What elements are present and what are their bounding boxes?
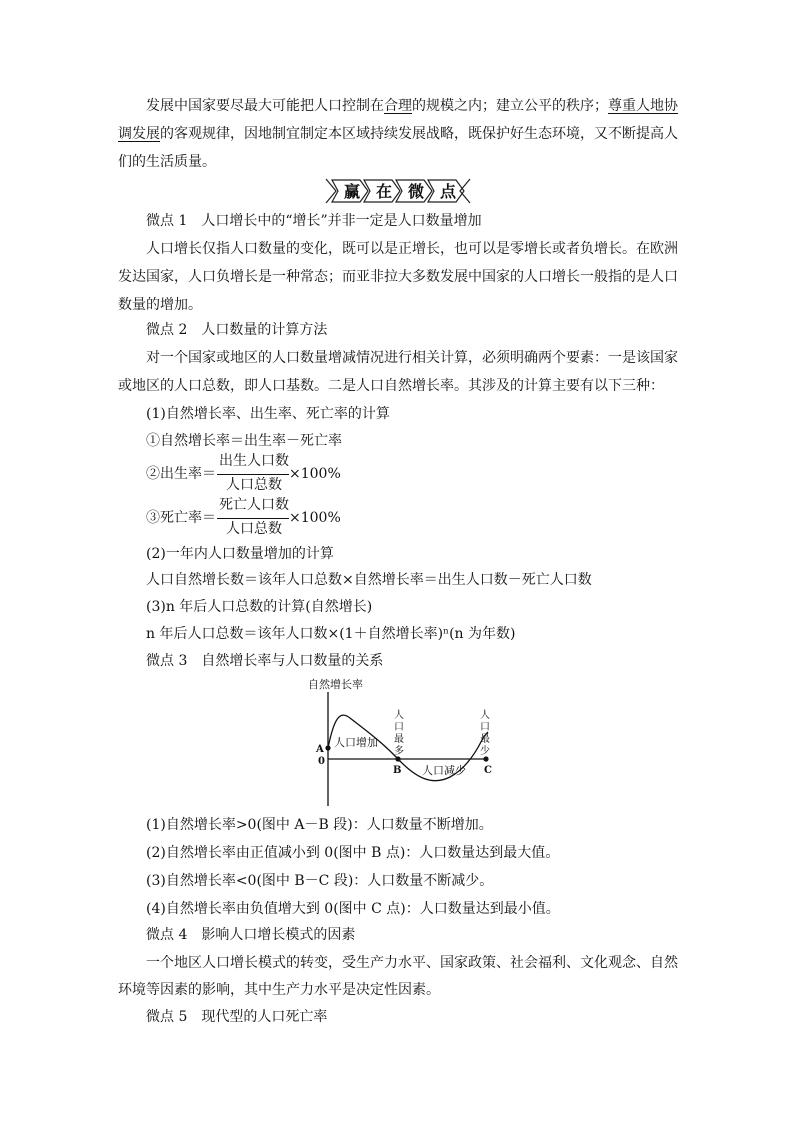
- banner-char: 点: [439, 182, 457, 201]
- formula-label: ③死亡率＝: [146, 510, 216, 526]
- paragraph-line: 或地区的人口总数，即人口基数。二是人口自然增长率。其涉及的计算主要有以下三种：: [118, 378, 664, 394]
- fraction: [217, 496, 293, 540]
- point-a-marker: [325, 745, 330, 750]
- paragraph-line: 数量的增加。: [118, 297, 202, 313]
- min-label-char: 人: [480, 710, 490, 721]
- region-decrease-label: 人口减少: [422, 764, 466, 777]
- fraction-denominator: 人口总数: [226, 521, 282, 537]
- section-title: 微点 5 现代型的人口死亡率: [146, 1009, 328, 1025]
- underlined-term: 尊重人地协: [608, 98, 678, 114]
- paragraph-line: 发达国家，人口负增长是一种常态；而亚非拉大多数发展中国家的人口增长一般指的是人口: [118, 269, 678, 285]
- fraction: [217, 452, 293, 496]
- formula: ①自然增长率＝出生率－死亡率: [146, 433, 342, 449]
- intro-line-3: 们的生活质量。: [118, 154, 216, 170]
- fraction-bar: [217, 474, 289, 475]
- region-increase-label: 人口增加: [334, 736, 378, 749]
- formula-tail: ×100%: [289, 466, 341, 482]
- paragraph-line: 对一个国家或地区的人口数量增减情况进行相关计算，必须明确两个要素：一是该国家: [146, 350, 678, 366]
- point-c-marker: [483, 756, 488, 761]
- paragraph-line: 一个地区人口增长模式的转变，受生产力水平、国家政策、社会福利、文化观念、自然: [146, 955, 678, 971]
- subsection-title: (3)n 年后人口总数的计算(自然增长): [146, 599, 373, 615]
- max-label-char: 多: [394, 746, 404, 757]
- section-title: 微点 2 人口数量的计算方法: [146, 322, 328, 338]
- intro-line-1: [146, 96, 678, 116]
- formula-tail: ×100%: [289, 510, 341, 526]
- result-line: (3)自然增长率<0(图中 B－C 段)：人口数量不断减少。: [146, 873, 494, 889]
- max-label-char: 最: [394, 734, 404, 745]
- intro-text: 的客观规律，因地制宜制定本区域持续发展战略，既保护好生态环境，又不断提高人: [160, 126, 678, 142]
- section-title: 微点 1 人口增长中的“增长”并非一定是人口数量增加: [146, 213, 482, 229]
- point-c-label: C: [484, 765, 492, 776]
- min-label-char: 少: [480, 746, 490, 757]
- paragraph-line: 人口增长仅指人口数量的变化，既可以是正增长，也可以是零增长或者负增长。在欧洲: [146, 241, 678, 257]
- subsection-title: (1)自然增长率、出生率、死亡率的计算: [146, 406, 390, 422]
- max-label-char: 口: [394, 722, 404, 733]
- underlined-term: 调发展: [118, 126, 160, 142]
- banner-char: 赢: [343, 182, 361, 201]
- origin-label: 0: [318, 756, 325, 767]
- result-line: (4)自然增长率由负值增大到 0(图中 C 点)：人口数量达到最小值。: [146, 901, 560, 917]
- section-title: 微点 4 影响人口增长模式的因素: [146, 927, 356, 943]
- intro-text: 的规模之内；建立公平的秩序；: [412, 98, 608, 114]
- y-axis-label: 自然增长率: [308, 678, 363, 691]
- result-line: (1)自然增长率>0(图中 A－B 段)：人口数量不断增加。: [146, 817, 493, 833]
- formula: n 年后人口总数＝该年人口数×(1＋自然增长率)ⁿ(n 为年数): [146, 626, 516, 642]
- section-title: 微点 3 自然增长率与人口数量的关系: [146, 653, 384, 669]
- min-label-char: 最: [480, 734, 490, 745]
- banner-char: 在: [375, 182, 393, 201]
- fraction-bar: [217, 518, 289, 519]
- banner-char: 微: [407, 182, 425, 201]
- formula-label: ②出生率＝: [146, 466, 216, 482]
- point-a-label: A: [316, 744, 324, 755]
- max-label-char: 人: [394, 710, 404, 721]
- section-banner: [324, 177, 472, 205]
- result-line: (2)自然增长率由正值减小到 0(图中 B 点)：人口数量达到最大值。: [146, 845, 560, 861]
- intro-text: 发展中国家要尽最大可能把人口控制在: [146, 98, 384, 114]
- growth-rate-diagram: [300, 674, 500, 808]
- underlined-term: 合理: [384, 98, 412, 114]
- fraction-numerator: 出生人口数: [219, 453, 289, 469]
- point-b-label: B: [393, 765, 402, 776]
- subsection-title: (2)一年内人口数量增加的计算: [146, 546, 334, 562]
- point-b-marker: [395, 756, 400, 761]
- min-label-char: 口: [480, 722, 490, 733]
- paragraph-line: 环境等因素的影响，其中生产力水平是决定性因素。: [118, 982, 440, 998]
- fraction-denominator: 人口总数: [226, 477, 282, 493]
- fraction-numerator: 死亡人口数: [219, 497, 289, 513]
- intro-line-2: [118, 124, 678, 144]
- formula: 人口自然增长数＝该年人口总数×自然增长率＝出生人口数－死亡人口数: [146, 572, 592, 588]
